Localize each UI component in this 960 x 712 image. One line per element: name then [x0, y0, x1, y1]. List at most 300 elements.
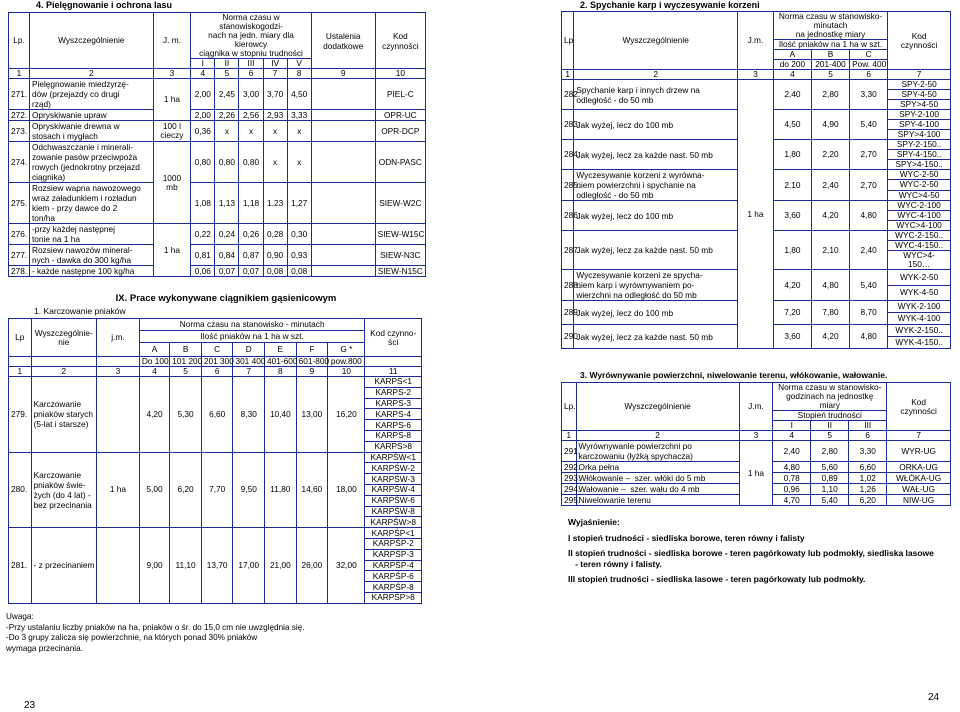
- row-value: 5,40: [850, 270, 888, 301]
- header-group: E: [265, 343, 297, 357]
- row-kod: KARPS-6: [365, 420, 422, 431]
- col-num: 8: [265, 367, 297, 377]
- header-kod: Kod czynno- ści: [365, 319, 422, 357]
- section-3-title: 3. Wyrównywanie powierzchni, niwelowanie terenu, włókowanie, wałowanie.: [580, 370, 888, 380]
- row-value: 2,70: [850, 170, 888, 201]
- row-kod: WYK-4-100: [888, 313, 951, 325]
- row-lp: 273.: [9, 121, 30, 142]
- row-value: 2,26: [215, 110, 239, 121]
- row-lp: 292.: [562, 462, 577, 473]
- row-kod: SIEW-W2C: [375, 183, 425, 224]
- col-num: 5: [811, 70, 849, 80]
- col-num: 7: [887, 431, 951, 441]
- row-lp: 271.: [9, 79, 30, 110]
- table-291-295: [561, 382, 951, 506]
- col-num: 2: [574, 70, 738, 80]
- header-range: 201-400: [811, 60, 849, 70]
- header-group: C: [850, 50, 888, 60]
- header-group: A: [139, 343, 169, 357]
- table-row: [9, 110, 426, 121]
- table-row: [9, 79, 426, 110]
- row-lp: 285.: [562, 170, 574, 201]
- row-name: - z przecinaniem: [31, 528, 96, 604]
- row-value: 2,10: [773, 170, 811, 201]
- header-ilosc: Ilość pniaków na 1 ha w szt.: [773, 40, 887, 50]
- row-value: 1.23: [263, 183, 287, 224]
- header-norma: Norma czasu w stanowisko- godzinach na jednostkę miary: [773, 383, 887, 411]
- row-value: 3,30: [850, 80, 888, 110]
- row-kod: KARPŚW-6: [365, 495, 422, 506]
- row-value: 2,80: [811, 80, 849, 110]
- row-name: Karczowanie pniaków starych (5-lat i starsze): [31, 377, 96, 453]
- col-num: 10: [375, 69, 425, 79]
- row-jm: 1 ha: [153, 224, 191, 277]
- row-value: x: [239, 121, 263, 142]
- row-lp: 282.: [562, 80, 574, 110]
- table-row: [9, 183, 426, 224]
- row-value: 0,96: [773, 484, 811, 495]
- row-kod: WYC-2-50: [888, 170, 951, 180]
- header-norma: Norma czasu na stanowisko - minutach: [139, 319, 365, 331]
- row-name: -przy każdej następnej tonie na 1 ha: [29, 224, 153, 245]
- col-num: 3: [153, 69, 191, 79]
- header-group: B: [811, 50, 849, 60]
- row-kod: KARPS-8: [365, 430, 422, 441]
- row-lp: 290.: [562, 325, 574, 349]
- row-lp: 288.: [562, 270, 574, 301]
- col-num: 7: [888, 70, 951, 80]
- row-value: 0,80: [239, 142, 263, 183]
- row-name: Opryskiwanie upraw: [29, 110, 153, 121]
- table-279-281: [8, 318, 422, 604]
- table-row: [9, 121, 426, 142]
- explanation-title: Wyjaśnienie:: [568, 517, 620, 527]
- row-kod: SPY-2-50: [888, 80, 951, 90]
- row-value: 0,30: [287, 224, 311, 245]
- row-value: 5,40: [811, 495, 849, 506]
- row-kod: KARPS-3: [365, 398, 422, 409]
- section-4-title: 4. Pielęgnowanie i ochrona lasu: [36, 0, 173, 10]
- row-value: 2,40: [773, 441, 811, 462]
- row-value: 3,33: [287, 110, 311, 121]
- col-num: 11: [365, 367, 422, 377]
- row-value: 9,00: [139, 528, 169, 604]
- row-extra: [311, 266, 375, 277]
- header-kod: Kod czynności: [887, 383, 951, 431]
- col-num: 1: [9, 367, 32, 377]
- table-row: [562, 80, 951, 90]
- row-kod: KARPŚP<1: [365, 528, 422, 539]
- header-group: F: [296, 343, 328, 357]
- row-value: x: [287, 121, 311, 142]
- row-lp: 286.: [562, 201, 574, 231]
- header-lp: Lp.: [562, 383, 577, 431]
- row-kod: WYC-2-50: [888, 180, 951, 190]
- row-value: 0,93: [287, 245, 311, 266]
- row-lp: 274.: [9, 142, 30, 183]
- row-value: 5,60: [811, 462, 849, 473]
- row-value: x: [215, 121, 239, 142]
- section-2-title: 2. Spychanie karp i wyczesywanie korzeni: [580, 0, 760, 10]
- row-kod: OPR-UC: [375, 110, 425, 121]
- row-lp: 276.: [9, 224, 30, 245]
- row-value: 1,02: [849, 473, 887, 484]
- col-num: 4: [773, 70, 811, 80]
- row-value: 0,06: [191, 266, 215, 277]
- row-value: 0,80: [191, 142, 215, 183]
- row-name: Jak wyżej, lecz do 100 mb: [574, 301, 738, 325]
- row-kod: SPY-4-50: [888, 90, 951, 100]
- row-kod: SPY>4-100: [888, 130, 951, 140]
- row-kod: WŁÓKA-UG: [887, 473, 951, 484]
- row-name: Rozsiew nawozów mineral- nych - dawka do 300 kg/ha: [29, 245, 153, 266]
- col-num: 7: [263, 69, 287, 79]
- row-extra: [311, 110, 375, 121]
- table-271-278: [8, 12, 426, 277]
- row-value: 1,80: [773, 140, 811, 170]
- row-value: 14,60: [296, 452, 328, 528]
- row-kod: NIW-UG: [887, 495, 951, 506]
- table-row: [9, 266, 426, 277]
- row-value: 0,81: [191, 245, 215, 266]
- header-group: A: [773, 50, 811, 60]
- header-range: 101 200: [170, 357, 202, 367]
- row-value: 0,08: [263, 266, 287, 277]
- row-jm: 1 ha: [739, 441, 773, 506]
- row-value: 6,60: [201, 377, 233, 453]
- row-value: 3,60: [773, 201, 811, 231]
- row-lp: 281.: [9, 528, 32, 604]
- table-row: [9, 224, 426, 245]
- page-number-left: 23: [24, 700, 36, 711]
- row-kod: WYC-4-150..: [888, 241, 951, 251]
- row-kod: SPY-2-150..: [888, 140, 951, 150]
- header-range: do 200: [773, 60, 811, 70]
- row-value: 0,87: [239, 245, 263, 266]
- row-name: Jak wyżej, lecz za każde nast. 50 mb: [574, 231, 738, 270]
- row-lp: 279.: [9, 377, 32, 453]
- row-jm: [96, 528, 139, 604]
- row-kod: WYR-UG: [887, 441, 951, 462]
- row-name: Rozsiew wapna nawozowego wraz załadunkiem i rozładun kiem - przy dawce do 2 ton/ha: [29, 183, 153, 224]
- col-num: 8: [287, 69, 311, 79]
- row-value: 8,30: [233, 377, 265, 453]
- row-value: x: [263, 121, 287, 142]
- row-value: 11,10: [170, 528, 202, 604]
- table-row: [9, 245, 426, 266]
- header-wyszczegolnienie: Wyszczególnienie: [29, 13, 153, 69]
- header-stopien-trudnosci: Stopień trudności: [773, 411, 887, 421]
- row-value: 0,78: [773, 473, 811, 484]
- col-num: 3: [737, 70, 773, 80]
- col-num: 5: [215, 69, 239, 79]
- header-range: 601-800: [296, 357, 328, 367]
- row-value: 16,20: [328, 377, 365, 453]
- row-value: 7,20: [773, 301, 811, 325]
- header-jm: J.m.: [739, 383, 773, 431]
- row-extra: [311, 245, 375, 266]
- row-name: Spychanie karp i innych drzew na odległość - do 50 mb: [574, 80, 738, 110]
- row-kod: KARPS-4: [365, 409, 422, 420]
- col-num: 2: [31, 367, 96, 377]
- row-name: Odchwaszczanie i minerali- zowanie pasów przeciwpoża rowych (jednokrotny przejazd ciągnika): [29, 142, 153, 183]
- row-value: 18,00: [328, 452, 365, 528]
- header-stopien: II: [811, 421, 849, 431]
- table-row: [9, 528, 422, 539]
- table-row: [9, 377, 422, 388]
- col-num: 6: [239, 69, 263, 79]
- row-kod: SIEW-W15C: [375, 224, 425, 245]
- col-num: 4: [139, 367, 169, 377]
- row-kod: SPY>4-50: [888, 100, 951, 110]
- row-value: 4,70: [773, 495, 811, 506]
- row-kod: WYC-2-150..: [888, 231, 951, 241]
- row-value: 2,80: [811, 441, 849, 462]
- row-value: 4,80: [850, 201, 888, 231]
- explanation-1: I stopień trudności - siedliska borowe, teren równy i falisty: [568, 533, 805, 543]
- col-num: 9: [311, 69, 375, 79]
- col-num: 3: [96, 367, 139, 377]
- col-num: 9: [296, 367, 328, 377]
- row-kod: WYK-4-50: [888, 285, 951, 301]
- header-range: Pow. 400: [850, 60, 888, 70]
- row-lp: 289.: [562, 301, 574, 325]
- row-value: 7,80: [811, 301, 849, 325]
- row-value: 2,00: [191, 110, 215, 121]
- row-kod: KARPŚP-2: [365, 538, 422, 549]
- row-value: 10,40: [265, 377, 297, 453]
- header-kod: Kod czynności: [375, 13, 425, 69]
- col-num: 1: [562, 70, 574, 80]
- col-num: 1: [9, 69, 30, 79]
- row-kod: KARPŚW-2: [365, 463, 422, 474]
- row-kod: OPR-DCP: [375, 121, 425, 142]
- header-range: 201 300: [201, 357, 233, 367]
- row-value: 1,08: [191, 183, 215, 224]
- header-range: pow.800: [328, 357, 365, 367]
- header-norma: Norma czasu w stanowiskogodzi- nach na jedn. miary dla kierowcy ciągnika w stopniu trudności: [191, 13, 311, 59]
- header-stopien: I: [773, 421, 811, 431]
- row-kod: KARPŚW<1: [365, 452, 422, 463]
- header-norma: Norma czasu w stanowisko-minutach na jednostkę miary: [773, 12, 887, 40]
- row-lp: 277.: [9, 245, 30, 266]
- row-value: 5,30: [170, 377, 202, 453]
- row-value: 21,00: [265, 528, 297, 604]
- row-value: 4,20: [773, 270, 811, 301]
- row-name: Orka pełna: [576, 462, 739, 473]
- note-uwaga: Uwaga: -Przy ustalaniu liczby pniaków na ha, pniaków o śr. do 15,0 cm nie uwzględnia się. -Do 3 grupy zalicza się powierzchnie, na których ponad 30% pniaków wymaga przecinania.: [6, 612, 305, 653]
- row-value: 0,22: [191, 224, 215, 245]
- section-9-title: IX. Prace wykonywane ciągnikiem gąsienicowym: [115, 293, 337, 304]
- row-kod: KARPŚP-8: [365, 582, 422, 593]
- row-value: 0,89: [811, 473, 849, 484]
- row-kod: KARPŚP-3: [365, 549, 422, 560]
- row-name: Wyczesywanie korzeni z wyrówna- niem powierzchni i spychanie na odległość - do 50 mb: [574, 170, 738, 201]
- row-value: 5,40: [850, 110, 888, 140]
- row-kod: SPY-2-100: [888, 110, 951, 120]
- header-wyszczegolnienie: Wyszczególnie- nie: [31, 319, 96, 357]
- row-kod: WYC>4- 150…: [888, 251, 951, 270]
- row-kod: KARPŚW-8: [365, 506, 422, 517]
- row-jm: 1 ha: [153, 79, 191, 121]
- row-kod: ODN-PASC: [375, 142, 425, 183]
- row-kod: WYK-2-100: [888, 301, 951, 313]
- col-num: 6: [201, 367, 233, 377]
- explanation-3: III stopień trudności - siedliska lasowe - teren pagórkowaty lub podmokły.: [568, 574, 866, 584]
- row-kod: SIEW-N15C: [375, 266, 425, 277]
- row-value: 0,90: [263, 245, 287, 266]
- row-lp: 278.: [9, 266, 30, 277]
- header-wyszczegolnienie: Wyszczególnienie: [576, 383, 739, 431]
- row-value: 4,80: [850, 325, 888, 349]
- row-name: - każde następne 100 kg/ha: [29, 266, 153, 277]
- row-lp: 294.: [562, 484, 577, 495]
- row-extra: [311, 224, 375, 245]
- row-jm: 1000 mb: [153, 142, 191, 224]
- row-value: x: [287, 142, 311, 183]
- row-value: 0,84: [215, 245, 239, 266]
- row-value: 1,10: [811, 484, 849, 495]
- section-9-1-title: 1. Karczowanie pniaków: [34, 306, 126, 316]
- col-num: 4: [773, 431, 811, 441]
- col-num: 5: [811, 431, 849, 441]
- row-value: 0,28: [263, 224, 287, 245]
- row-lp: 284.: [562, 140, 574, 170]
- row-kod: SPY-4-100: [888, 120, 951, 130]
- row-value: 2,20: [811, 140, 849, 170]
- row-lp: 280.: [9, 452, 32, 528]
- header-jm: J. m.: [153, 13, 191, 69]
- row-jm: 1 ha: [96, 452, 139, 528]
- row-value: x: [263, 142, 287, 183]
- row-lp: 275.: [9, 183, 30, 224]
- row-value: 0,07: [239, 266, 263, 277]
- row-kod: KARPS-2: [365, 387, 422, 398]
- row-value: 0,24: [215, 224, 239, 245]
- row-value: 4,20: [811, 201, 849, 231]
- col-num: 6: [849, 431, 887, 441]
- row-value: 4,80: [773, 462, 811, 473]
- header-stopien: V: [287, 59, 311, 69]
- row-name: Wałowanie – szer. wału do 4 mb: [576, 484, 739, 495]
- col-num: 5: [170, 367, 202, 377]
- header-stopien: III: [239, 59, 263, 69]
- row-value: 7,70: [201, 452, 233, 528]
- row-kod: KARPŚP-6: [365, 571, 422, 582]
- row-value: 3,00: [239, 79, 263, 110]
- header-jm: J.m.: [737, 12, 773, 70]
- header-lp: Lp: [9, 319, 32, 357]
- row-kod: WYC-2-100: [888, 201, 951, 211]
- row-value: 3,60: [773, 325, 811, 349]
- col-num: 1: [562, 431, 577, 441]
- row-value: 1,26: [849, 484, 887, 495]
- row-name: Jak wyżej, lecz do 100 mb: [574, 110, 738, 140]
- row-value: 0,07: [215, 266, 239, 277]
- row-lp: 291.: [562, 441, 577, 462]
- row-kod: WYC>4-50: [888, 190, 951, 200]
- header-lp: Lp.: [9, 13, 30, 69]
- header-stopien: I: [191, 59, 215, 69]
- row-value: 2,70: [850, 140, 888, 170]
- row-kod: WYC>4-100: [888, 221, 951, 231]
- page-number-right: 24: [928, 692, 940, 703]
- row-kod: KARPŚW>8: [365, 517, 422, 528]
- header-wyszczegolnienie: Wyszczególnienie: [574, 12, 738, 70]
- header-stopien: II: [215, 59, 239, 69]
- row-kod: SPY>4-150..: [888, 160, 951, 170]
- header-group: C: [201, 343, 233, 357]
- row-lp: 295.: [562, 495, 577, 506]
- row-value: 4,80: [811, 270, 849, 301]
- row-kod: WYC-4-100: [888, 211, 951, 221]
- row-value: 4,50: [773, 110, 811, 140]
- row-jm: 1 ha: [737, 80, 773, 349]
- row-value: 17,00: [233, 528, 265, 604]
- row-kod: KARPS<1: [365, 377, 422, 388]
- table-row: [9, 452, 422, 463]
- row-lp: 293.: [562, 473, 577, 484]
- row-extra: [311, 79, 375, 110]
- row-name: Pielęgnowanie miedzyrzę- dów (przejazdy co drugi rząd): [29, 79, 153, 110]
- row-value: 1,27: [287, 183, 311, 224]
- row-jm: 100 l cieczy: [153, 121, 191, 142]
- header-range: 401-600: [265, 357, 297, 367]
- row-kod: WAŁ-UG: [887, 484, 951, 495]
- row-value: 13,70: [201, 528, 233, 604]
- row-lp: 283.: [562, 110, 574, 140]
- row-kod: PIEL-C: [375, 79, 425, 110]
- row-kod: WYK-2-50: [888, 270, 951, 286]
- row-kod: KARPŚP-4: [365, 560, 422, 571]
- header-group: D: [233, 343, 265, 357]
- header-stopien: III: [849, 421, 887, 431]
- row-kod: KARPŚW-4: [365, 484, 422, 495]
- row-lp: 287.: [562, 231, 574, 270]
- row-kod: SIEW-N3C: [375, 245, 425, 266]
- row-name: Włókowanie – szer. włóki do 5 mb: [576, 473, 739, 484]
- row-name: Niwelowanie terenu: [576, 495, 739, 506]
- row-lp: 272.: [9, 110, 30, 121]
- explanation-2: II stopień trudności - siedliska borowe - teren pagórkowaty lub podmokły, siedliska lasowe - teren równy i falisty.: [568, 548, 934, 569]
- row-value: 2,45: [215, 79, 239, 110]
- col-num: 2: [29, 69, 153, 79]
- header-ustalenia: Ustalenia dodatkowe: [311, 13, 375, 69]
- row-name: Karczowanie pniaków świe- żych (do 4 lat) - bez przecinania: [31, 452, 96, 528]
- row-name: Jak wyżej, lecz za każde nast. 50 mb: [574, 140, 738, 170]
- row-name: Jak wyżej, lecz do 100 mb: [574, 201, 738, 231]
- row-value: 3,30: [849, 441, 887, 462]
- table-row: [9, 142, 426, 183]
- row-value: 13,00: [296, 377, 328, 453]
- table-282-290: [561, 11, 951, 349]
- row-jm: [96, 377, 139, 453]
- row-extra: [311, 121, 375, 142]
- row-value: 0,36: [191, 121, 215, 142]
- header-range: 301 400: [233, 357, 265, 367]
- row-value: 1,18: [239, 183, 263, 224]
- row-name: Wyrównywanie powierzchni po karczowaniu (łyżką spychacza): [576, 441, 739, 462]
- row-value: 6,20: [170, 452, 202, 528]
- col-num: 7: [233, 367, 265, 377]
- row-value: 1,80: [773, 231, 811, 270]
- table-row: [562, 441, 951, 462]
- row-value: 2,40: [773, 80, 811, 110]
- header-ilosc: Ilość pniaków na 1 ha w szt.: [139, 331, 365, 343]
- row-value: 6,20: [849, 495, 887, 506]
- row-value: 2,10: [811, 231, 849, 270]
- col-num: 6: [850, 70, 888, 80]
